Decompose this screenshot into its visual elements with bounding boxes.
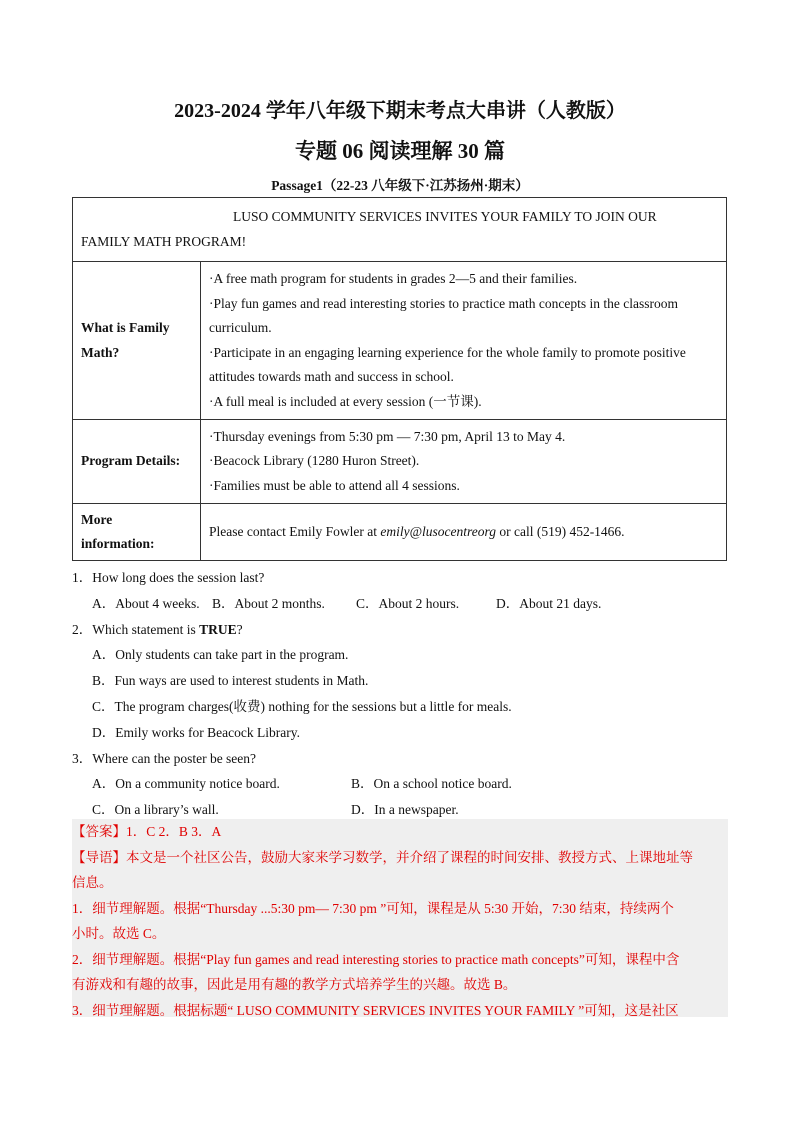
poster-row-more-info <box>73 504 727 561</box>
answer-section <box>72 819 728 1017</box>
content-line: ·Beacock Library (1280 Huron Street). <box>209 453 420 469</box>
answer-line: 【导语】本文是一个社区公告，鼓励大家来学习数学，并介绍了课程的时间安排、教授方式、上课地址等 <box>72 849 693 865</box>
option: D．In a newspaper. <box>351 802 459 818</box>
row-label <box>73 262 201 420</box>
option: C．About 2 hours. <box>356 595 460 611</box>
option: B．About 2 months. <box>212 595 325 611</box>
poster-heading <box>73 198 727 262</box>
poster-heading-row <box>73 198 727 262</box>
row-content <box>201 262 727 420</box>
poster-heading-line: FAMILY MATH PROGRAM! <box>81 233 247 249</box>
content-line: ·A free math program for students in grades 2—5 and their families. <box>209 271 578 286</box>
content-line: ·Families must be able to attend all 4 sessions. <box>209 477 460 493</box>
row-label-line: More <box>81 511 113 527</box>
poster-row-details <box>73 420 727 504</box>
row-label-line: Math? <box>81 344 120 360</box>
stem-text: ? <box>236 621 243 637</box>
contact-suffix: or call (519) 452-1466. <box>495 523 625 539</box>
content-line: ·Thursday evenings from 5:30 pm — 7:30 pm, April 13 to May 4. <box>209 428 566 444</box>
row-label-line: What is Family <box>81 320 170 335</box>
content-line: ·A full meal is included at every session (一节课). <box>209 393 482 409</box>
answer-line: 2．细节理解题。根据“Play fun games and read interesting stories to practice math concepts”可知，课程中含 <box>72 951 680 967</box>
document-title: 2023-2024 学年八年级下期末考点大串讲（人教版） <box>174 100 626 122</box>
row-label <box>73 504 201 561</box>
option: D．About 21 days. <box>496 595 602 611</box>
poster-heading-line: LUSO COMMUNITY SERVICES INVITES YOUR FAMILY TO JOIN OUR <box>233 209 657 224</box>
question-options <box>72 771 732 797</box>
answer-line: 有游戏和有趣的故事，因此是用有趣的教学方式培养学生的兴趣。故选 B。 <box>72 977 517 992</box>
option: A．About 4 weeks. <box>92 595 200 611</box>
question-stem <box>72 617 732 643</box>
content-line: ·Play fun games and read interesting stories to practice math concepts in the classroom <box>209 295 678 311</box>
option: A．On a community notice board. <box>92 776 280 792</box>
content-line: curriculum. <box>209 320 272 335</box>
row-label-line: information: <box>81 536 155 551</box>
row-label-line: Program Details: <box>81 453 181 469</box>
question-options <box>72 591 732 617</box>
option: A．Only students can take part in the program. <box>92 647 349 663</box>
row-content <box>201 420 727 504</box>
answer-line: 1．细节理解题。根据“Thursday ...5:30 pm— 7:30 pm ”可知，课程是从 5:30 开始，7:30 结束，持续两个 <box>72 900 674 916</box>
answer-line: 信息。 <box>72 875 113 890</box>
document-subtitle: 专题 06 阅读理解 30 篇 <box>295 139 505 163</box>
poster-table <box>72 197 727 561</box>
row-label <box>73 420 201 504</box>
passage-heading: Passage1（22-23 八年级下·江苏扬州·期末） <box>271 178 529 193</box>
row-content <box>201 504 727 561</box>
contact-email[interactable]: emily@lusocentreorg <box>380 523 496 539</box>
option: B．On a school notice board. <box>351 776 512 792</box>
stem-text: 2．Which statement is <box>72 621 200 637</box>
content-line: attitudes towards math and success in school. <box>209 369 454 384</box>
poster-row-what <box>73 262 727 420</box>
option: D．Emily works for Beacock Library. <box>92 724 300 740</box>
option: C．On a library’s wall. <box>92 802 219 818</box>
contact-prefix: Please contact Emily Fowler at <box>209 523 381 539</box>
option: B．Fun ways are used to interest students in Math. <box>92 673 369 689</box>
answer-line: 3．细节理解题。根据标题“ LUSO COMMUNITY SERVICES INVITES YOUR FAMILY ”可知，这是社区 <box>72 1002 679 1018</box>
answer-line: 小时。故选 C。 <box>72 926 166 941</box>
option: C．The program charges(收费) nothing for the sessions but a little for meals. <box>92 698 512 714</box>
questions-section <box>72 565 732 823</box>
stem-emphasis: TRUE <box>199 621 237 637</box>
question-stem: 3．Where can the poster be seen? <box>72 750 257 766</box>
answer-line: 【答案】1．C 2．B 3．A <box>72 824 222 839</box>
content-line: ·Participate in an engaging learning experience for the whole family to promote positive <box>209 344 686 360</box>
question-stem: 1．How long does the session last? <box>72 570 265 585</box>
